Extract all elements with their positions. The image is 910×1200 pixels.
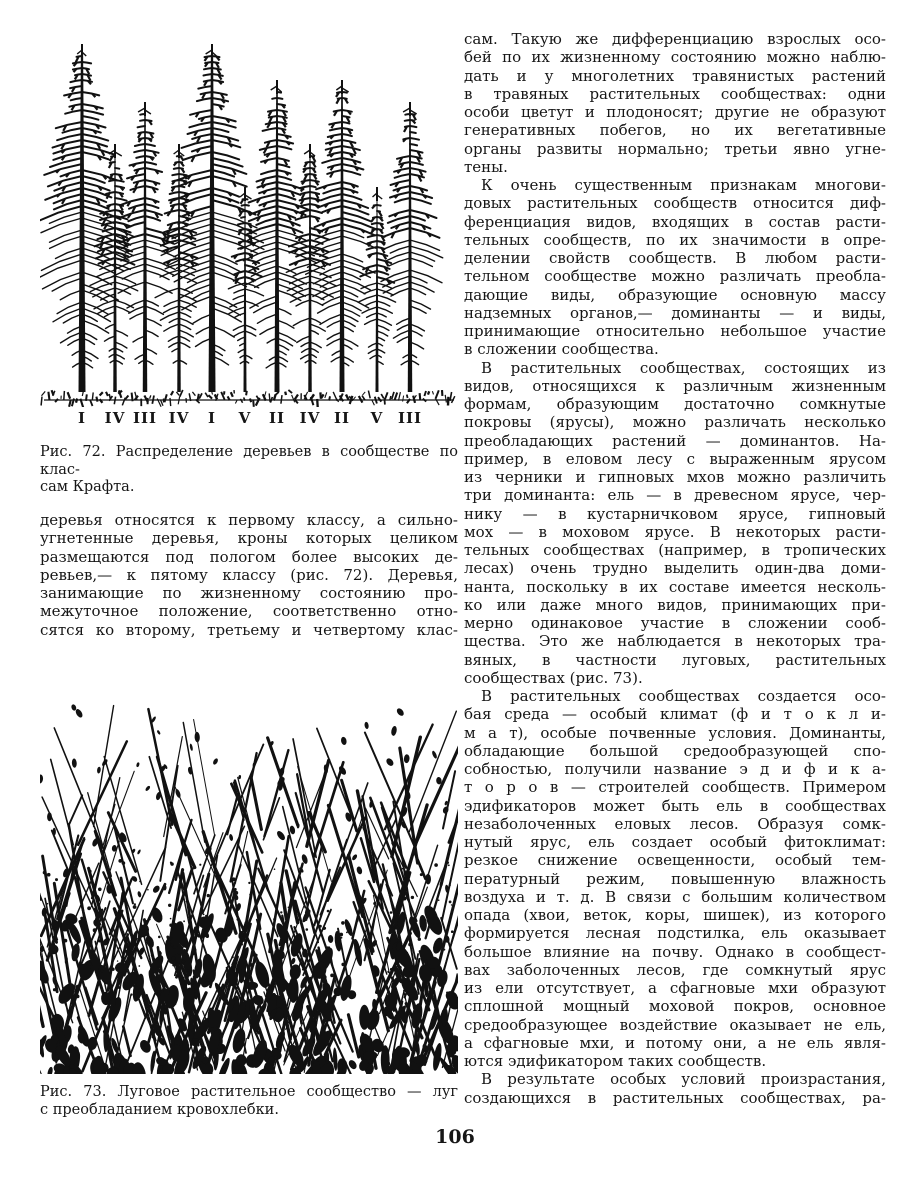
figure-73	[40, 690, 458, 1074]
text-line: создающихся в растительных сообществах, ра-	[464, 1088, 886, 1107]
kraft-class-label: I	[77, 409, 87, 427]
text-line: сообществах (рис. 73).	[464, 668, 643, 687]
kraft-class-label: II	[333, 409, 351, 427]
fig72-class-labels	[40, 409, 458, 427]
kraft-class-label: III	[132, 409, 158, 427]
fig72-caption	[40, 444, 458, 497]
caption-line: Рис. 72. Распределение деревьев в сообществе по клас-	[40, 444, 458, 478]
right-column-text	[464, 30, 886, 1107]
text-line: межуточное положение, соответственно отно-	[40, 602, 458, 621]
text-line: тельных сообществ, по их значимости в опре-	[464, 230, 886, 249]
text-line: видов, относящихся к различным жизненным	[464, 376, 886, 395]
text-line: покровы (ярусы), можно различать несколько	[464, 413, 886, 432]
text-line: три доминанта: ель — в древесном ярусе, чер-	[464, 486, 886, 505]
text-line: принимающие относительно небольшое участие	[464, 322, 886, 340]
fig73-caption	[40, 1084, 458, 1119]
kraft-class-label: IV	[299, 409, 321, 427]
text-line: В результате особых условий произрастания,	[481, 1070, 886, 1089]
text-line: воздуха и т. д. В связи с большим количеством	[464, 887, 886, 906]
text-line: сам. Такую же дифференциацию взрослых осо-	[464, 30, 886, 48]
text-line: ференциация видов, входящих в состав расти-	[464, 212, 886, 231]
text-line: дающие виды, образующие основную массу	[464, 285, 886, 304]
text-line: тельных сообществах (например, в тропических	[464, 541, 886, 559]
text-line: нику — в кустарничковом ярусе, гипновый	[464, 504, 886, 523]
fig72-illustration	[40, 22, 458, 407]
text-line: лесах) очень трудно выделить один-два доми-	[464, 559, 886, 578]
text-line: надземных органов,— доминанты — и виды,	[464, 303, 886, 322]
text-line: незаболоченных еловых лесов. Образуя сомк-	[464, 814, 886, 833]
text-line: мерно одинаковое участие в сложении сооб-	[464, 614, 886, 632]
text-line: а сфагновые мхи, и потому они, а не ель явля-	[464, 1033, 886, 1052]
text-line: дать и у многолетних травянистых растений	[464, 66, 886, 85]
fig73-illustration	[40, 690, 458, 1074]
text-line: делении свойств сообществ. В любом расти-	[464, 249, 886, 267]
text-line: деревья относятся к первому классу, а сильно-	[40, 511, 458, 529]
text-line: генеративных побегов, но их вегетативные	[464, 121, 886, 140]
kraft-class-label: II	[268, 409, 286, 427]
text-line: эдификаторов может быть ель в сообществах	[464, 796, 886, 815]
kraft-class-label: III	[397, 409, 423, 427]
text-line: сятся ко второму, третьему и четвертому клас-	[40, 620, 458, 639]
text-line: преобладающих растений — доминантов. На-	[464, 431, 886, 450]
page-number: 106	[435, 1126, 475, 1148]
text-line: угнетенные деревья, кроны которых целиком	[40, 529, 458, 548]
text-line: тельном сообществе можно различать преобла-	[464, 267, 886, 286]
text-line: т о р о в — строителей сообществ. Примером	[464, 778, 886, 797]
kraft-class-label: IV	[104, 409, 126, 427]
text-line: мох — в моховом ярусе. В некоторых расти-	[464, 522, 886, 541]
text-line: размещаются под пологом более высоких де-	[40, 547, 458, 566]
text-line: нутый ярус, ель создает особый фитоклимат:	[464, 833, 886, 851]
kraft-class-label: V	[238, 409, 252, 427]
text-line: занимающие по жизненному состоянию про-	[40, 584, 458, 602]
figure-72	[40, 22, 458, 407]
caption-line: с преобладанием кровохлебки.	[40, 1101, 279, 1118]
kraft-class-label: IV	[168, 409, 190, 427]
text-line: из ели отсутствует, а сфагновые мхи образуют	[464, 979, 886, 997]
text-line: вах заболоченных лесов, где сомкнутый ярус	[464, 960, 886, 979]
text-line: особи цветут и плодоносят; другие не образуют	[464, 103, 886, 121]
caption-line: сам Крафта.	[40, 479, 135, 496]
text-line: нанта, поскольку в их составе имеется несколь-	[464, 577, 886, 596]
text-line: ревьев,— к пятому классу (рис. 72). Деревья,	[40, 565, 458, 584]
text-line: органы развиты нормально; третьи явно угне-	[464, 139, 886, 158]
text-line: средообразующее воздействие оказывает не ель,	[464, 1015, 886, 1034]
text-line: бей по их жизненному состоянию можно наблю-	[464, 48, 886, 67]
text-line: тены.	[464, 157, 508, 176]
text-line: м а т), особые почвенные условия. Доминанты,	[464, 723, 886, 742]
text-line: пример, в еловом лесу с выраженным ярусом	[464, 449, 886, 468]
text-line: щества. Это же наблюдается в некоторых тра-	[464, 632, 886, 651]
text-line: формам, образующим достаточно сомкнутые	[464, 395, 886, 413]
text-line: резкое снижение освещенности, особый тем-	[464, 851, 886, 870]
text-line: В растительных сообществах создается осо-	[481, 687, 886, 705]
caption-line: Рис. 73. Луговое растительное сообщество — луг	[40, 1084, 458, 1100]
text-line: ко или даже много видов, принимающих при-	[464, 595, 886, 614]
left-column-text	[40, 511, 458, 639]
text-line: ются эдификатором таких сообществ.	[464, 1052, 767, 1070]
text-line: в сложении сообщества.	[464, 340, 659, 359]
text-line: в травяных растительных сообществах: одни	[464, 84, 886, 103]
text-line: вяных, в частности луговых, растительных	[464, 650, 886, 669]
text-line: бая среда — особый климат (ф и т о к л и-	[464, 705, 886, 724]
text-line: обладающие большой средообразующей спо-	[464, 741, 886, 760]
kraft-class-label: V	[370, 409, 384, 427]
text-line: опада (хвои, веток, коры, шишек), из которого	[464, 906, 886, 924]
kraft-class-label: I	[207, 409, 217, 427]
text-line: довых растительных сообществ относится диф-	[464, 194, 886, 213]
text-line: собностью, получили название э д и ф и к а-	[464, 760, 886, 778]
text-line: формируется лесная подстилка, ель оказывает	[464, 924, 886, 943]
text-line: большое влияние на почву. Однако в сообщест-	[464, 942, 886, 961]
text-line: пературный режим, повышенную влажность	[464, 869, 886, 888]
text-line: К очень существенным признакам многови-	[481, 176, 886, 194]
text-line: В растительных сообществах, состоящих из	[481, 358, 886, 377]
text-line: из черники и гипновых мхов можно различить	[464, 468, 886, 486]
text-line: сплошной мощный моховой покров, основное	[464, 997, 886, 1016]
